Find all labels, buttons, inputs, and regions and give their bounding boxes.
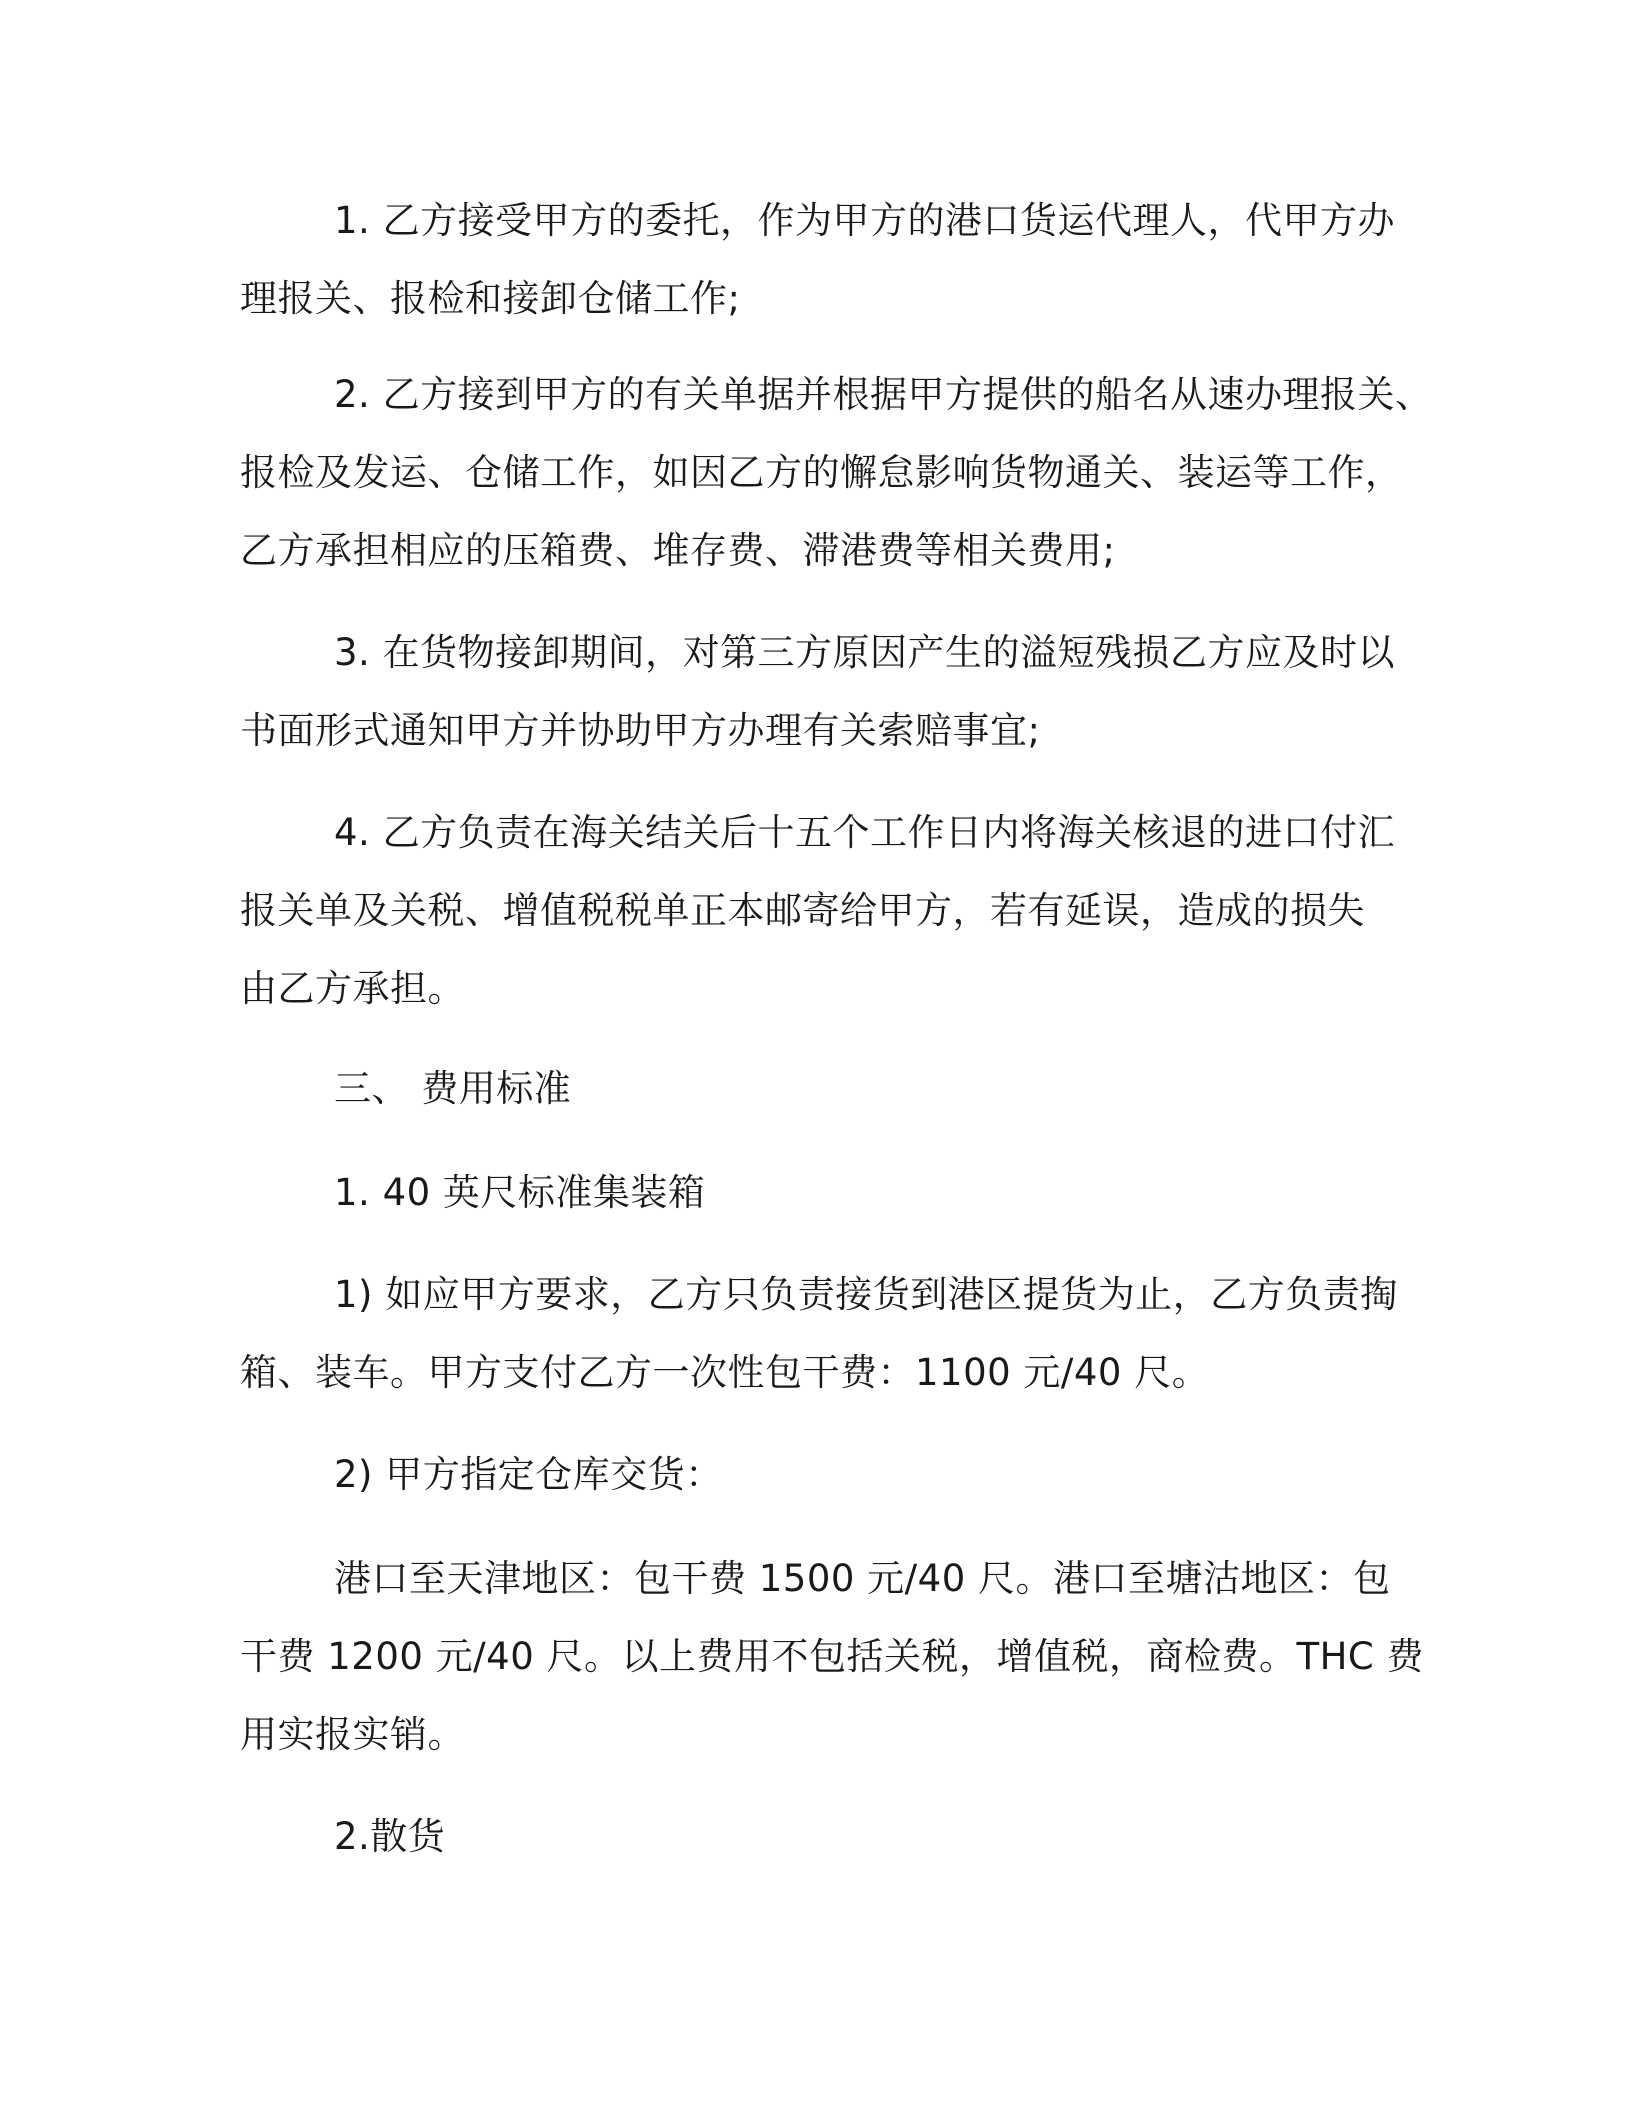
text-line: 2) 甲方指定仓库交货： (334, 1453, 723, 1496)
text-line: 由乙方承担。 (240, 967, 465, 1010)
subheading-bulk (240, 1798, 1400, 1876)
text-line: 报关单及关税、增值税税单正本邮寄给甲方，若有延误，造成的损失 (240, 889, 1365, 932)
paragraph-1 (240, 182, 1400, 338)
text-line: 箱、装车。甲方支付乙方一次性包干费：1100 元/40 尺。 (240, 1351, 1210, 1394)
text-line: 3. 在货物接卸期间，对第三方原因产生的溢短残损乙方应及时以 (334, 631, 1396, 674)
text-line: 2. 乙方接到甲方的有关单据并根据甲方提供的船名从速办理报关、 (334, 373, 1433, 416)
text-line: 港口至天津地区：包干费 1500 元/40 尺。港口至塘沽地区：包 (334, 1557, 1391, 1600)
paragraph-3 (240, 614, 1400, 770)
section-heading (240, 1050, 1400, 1128)
text-line: 报检及发运、仓储工作，如因乙方的懈怠影响货物通关、装运等工作， (240, 451, 1403, 494)
text-line: 1. 乙方接受甲方的委托，作为甲方的港口货运代理人，代甲方办 (334, 199, 1396, 242)
paragraph-fee-2 (240, 1436, 1400, 1514)
text-line: 理报关、报检和接卸仓储工作; (240, 277, 741, 320)
paragraph-2 (240, 356, 1433, 590)
paragraph-4 (240, 794, 1400, 1028)
text-line: 1. 40 英尺标准集装箱 (334, 1171, 706, 1214)
text-line: 4. 乙方负责在海关结关后十五个工作日内将海关核退的进口付汇 (334, 811, 1396, 854)
paragraph-warehouse (240, 1540, 1425, 1774)
subheading-container (240, 1154, 1400, 1232)
text-line: 书面形式通知甲方并协助甲方办理有关索赔事宜; (240, 709, 1041, 752)
text-line: 干费 1200 元/40 尺。以上费用不包括关税，增值税，商检费。THC 费 (240, 1635, 1425, 1678)
text-line: 三、 费用标准 (334, 1067, 572, 1110)
text-line: 2.散货 (334, 1815, 446, 1858)
text-line: 用实报实销。 (240, 1713, 465, 1756)
paragraph-fee-1 (240, 1256, 1400, 1412)
text-line: 1) 如应甲方要求，乙方只负责接货到港区提货为止，乙方负责掏 (334, 1273, 1398, 1316)
text-line: 乙方承担相应的压箱费、堆存费、滞港费等相关费用; (240, 529, 1116, 572)
